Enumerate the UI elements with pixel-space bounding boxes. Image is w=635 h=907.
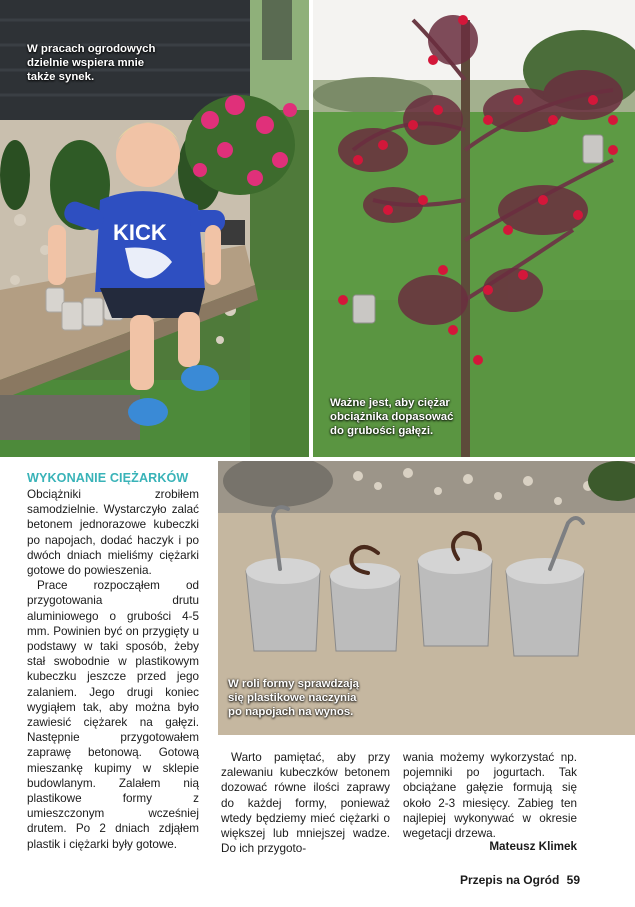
article-column-3 <box>403 750 577 841</box>
page-number: 59 <box>566 873 580 887</box>
article-paragraph: Prace rozpocząłem od przygotowania drutu aluminiowego o grubości 4-5 mm. Powinien być on przygięty u podstawy w taki sposób, żeby stał swobodnie w plastikowym kubeczku jeszcze przed jego zalaniem. Jego drugi koniec wygiąłem tak, aby można było zawiesić ciężarek na gałęzi. Następnie przygotowałem zaprawę betonową. Gotową mieszankę kupimy w sklepie budowlanym. Zalałem nią plastikowe formy z umieszczonym wcześniej drutem. Po 2 dniach zdjąłem plastik i ciężarki były gotowe. <box>27 579 199 851</box>
article-column-2 <box>221 750 390 856</box>
photo-tree-with-weights <box>313 0 635 457</box>
shirt-print-text: KICK <box>113 220 167 245</box>
page-footer <box>460 873 580 887</box>
article-column-1 <box>27 487 199 852</box>
article-paragraph: wania możemy wykorzystać np. pojemniki po jogurtach. Tak obciążane gałęzie formują się około 2-3 miesięcy. Zabieg ten najlepiej wykonywać w okresie wegetacji drzewa. <box>403 751 577 841</box>
caption-tree: Ważne jest, aby ciężar obciążnika dopasować do grubości gałęzi. <box>330 397 454 437</box>
section-heading: WYKONANIE CIĘŻARKÓW <box>27 471 189 485</box>
photo-concrete-weights <box>218 461 635 735</box>
magazine-name: Przepis na Ogród <box>459 873 560 887</box>
article-paragraph: Obciążniki zrobiłem samodzielnie. Wystarczyło zalać betonem jednorazowe kubeczki po napojach, dodać haczyk i po dwóch dniach mieliśmy ciężarki gotowe do powieszenia. <box>27 488 199 578</box>
caption-boy: W pracach ogrodowych dzielnie wspiera mnie także synek. <box>27 43 156 83</box>
caption-weights: W roli formy sprawdzają się plastikowe naczynia po napojach na wynos. <box>228 678 360 718</box>
author-name: Mateusz Klimek <box>489 840 577 853</box>
article-paragraph: Warto pamiętać, aby przy zalewaniu kubeczków betonem dozować równe ilości zaprawy do każdej formy, ponieważ wtedy będziemy mieć ciężarki o większej lub mniejszej wadze. Do ich przygoto- <box>221 751 390 856</box>
photo-boy-with-weights <box>0 0 309 457</box>
